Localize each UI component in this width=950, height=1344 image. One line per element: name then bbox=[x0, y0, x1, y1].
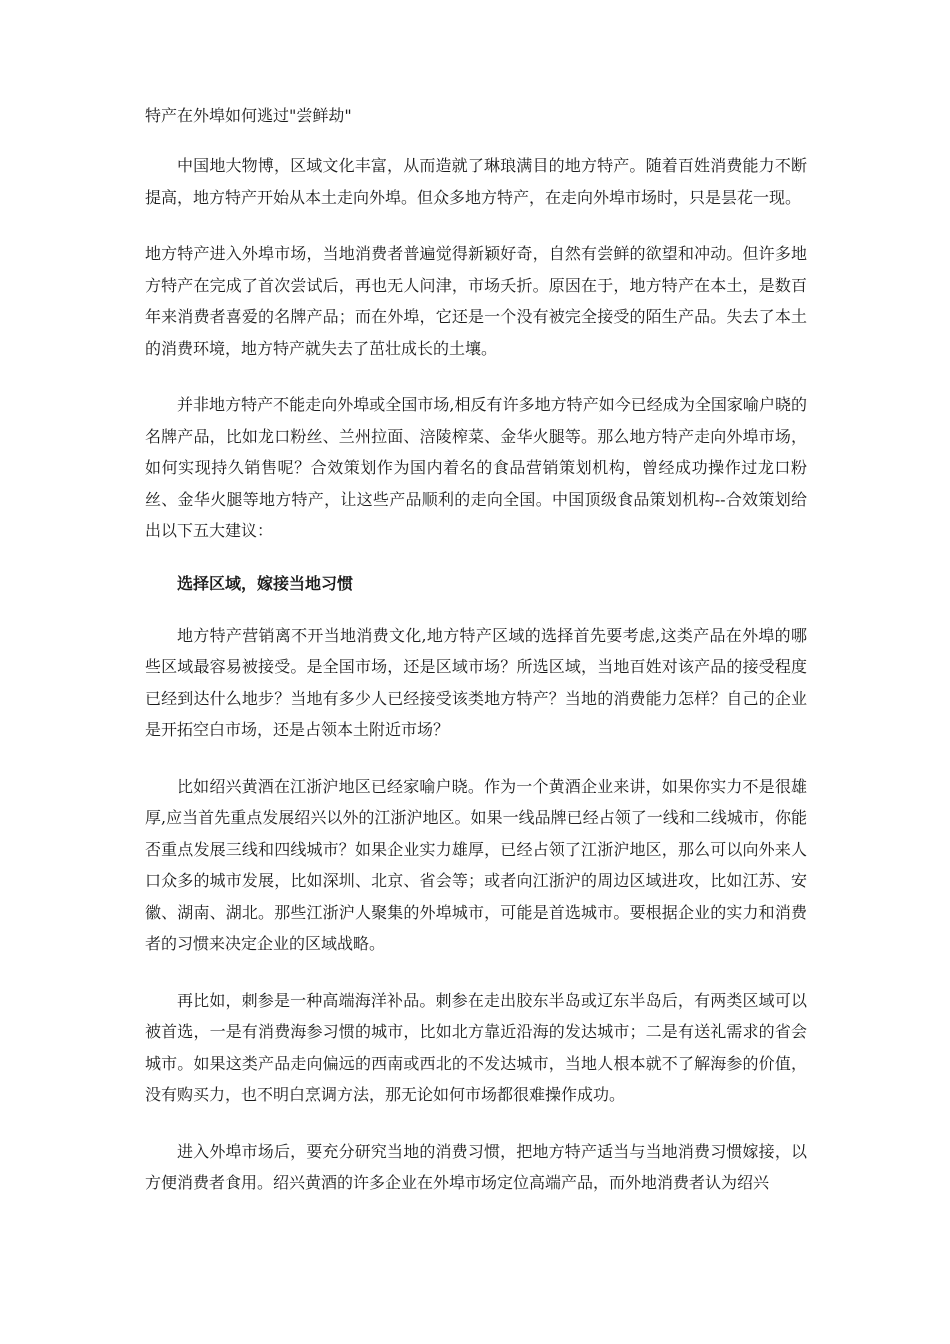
paragraph-local-habits: 进入外埠市场后，要充分研究当地的消费习惯，把地方特产适当与当地消费习惯嫁接，以方便消费者食用。绍兴黄酒的许多企业在外埠市场定位高端产品，而外地消费者认为绍兴 bbox=[145, 1141, 807, 1192]
section-heading: 选择区域，嫁接当地习惯 bbox=[177, 573, 354, 593]
paragraph-region-selection: 地方特产营销离不开当地消费文化,地方特产区域的选择首先要考虑,这类产品在外埠的哪些区域最容易被接受。是全国市场，还是区域市场？所选区域，当地百姓对该产品的接受程度已经到达什么地步？当地有多少人已经接受该类地方特产？当地的消费能力怎样？自己的企业是开拓空白市场，还是占领本土附近市场？ bbox=[145, 625, 807, 739]
paragraph-suggestions: 并非地方特产不能走向外埠或全国市场,相反有许多地方特产如今已经成为全国家喻户晓的名牌产品，比如龙口粉丝、兰州拉面、涪陵榨菜、金华火腿等。那么地方特产走向外埠市场，如何实现持久销售呢？合效策划作为国内着名的食品营销策划机构，曾经成功操作过龙口粉丝、金华火腿等地方特产，让这些产品顺利的走向全国。中国顶级食品策划机构--合效策划给出以下五大建议： bbox=[145, 395, 807, 540]
paragraph-problem: 地方特产进入外埠市场，当地消费者普遍觉得新颖好奇，自然有尝鲜的欲望和冲动。但许多地方特产在完成了首次尝试后，再也无人问津，市场夭折。原因在于，地方特产在本土，是数百年来消费者喜爱的名牌产品；而在外埠，它还是一个没有被完全接受的陌生产品。失去了本土的消费环境，地方特产就失去了茁壮成长的土壤。 bbox=[145, 244, 807, 358]
document-title: 特产在外埠如何逃过"尝鲜劫" bbox=[145, 106, 352, 125]
paragraph-sea-cucumber-example: 再比如，刺参是一种高端海洋补品。刺参在走出胶东半岛或辽东半岛后，有两类区域可以被首选，一是有消费海参习惯的城市，比如北方靠近沿海的发达城市；二是有送礼需求的省会城市。如果这类产品走向偏远的西南或西北的不发达城市，当地人根本就不了解海参的价值，没有购买力，也不明白烹调方法，那无论如何市场都很难操作成功。 bbox=[145, 990, 807, 1104]
document-body bbox=[145, 104, 807, 1224]
paragraph-intro: 中国地大物博，区域文化丰富，从而造就了琳琅满目的地方特产。随着百姓消费能力不断提高，地方特产开始从本土走向外埠。但众多地方特产，在走向外埠市场时，只是昙花一现。 bbox=[145, 156, 807, 207]
paragraph-shaoxing-example: 比如绍兴黄酒在江浙沪地区已经家喻户晓。作为一个黄酒企业来讲，如果你实力不是很雄厚,应当首先重点发展绍兴以外的江浙沪地区。如果一线品牌已经占领了一线和二线城市，你能否重点发展三线和四线城市？如果企业实力雄厚，已经占领了江浙沪地区，那么可以向外来人口众多的城市发展，比如深圳、北京、省会等；或者向江浙沪的周边区域进攻，比如江苏、安徽、湖南、湖北。那些江浙沪人聚集的外埠城市，可能是首选城市。要根据企业的实力和消费者的习惯来决定企业的区域战略。 bbox=[145, 776, 807, 953]
